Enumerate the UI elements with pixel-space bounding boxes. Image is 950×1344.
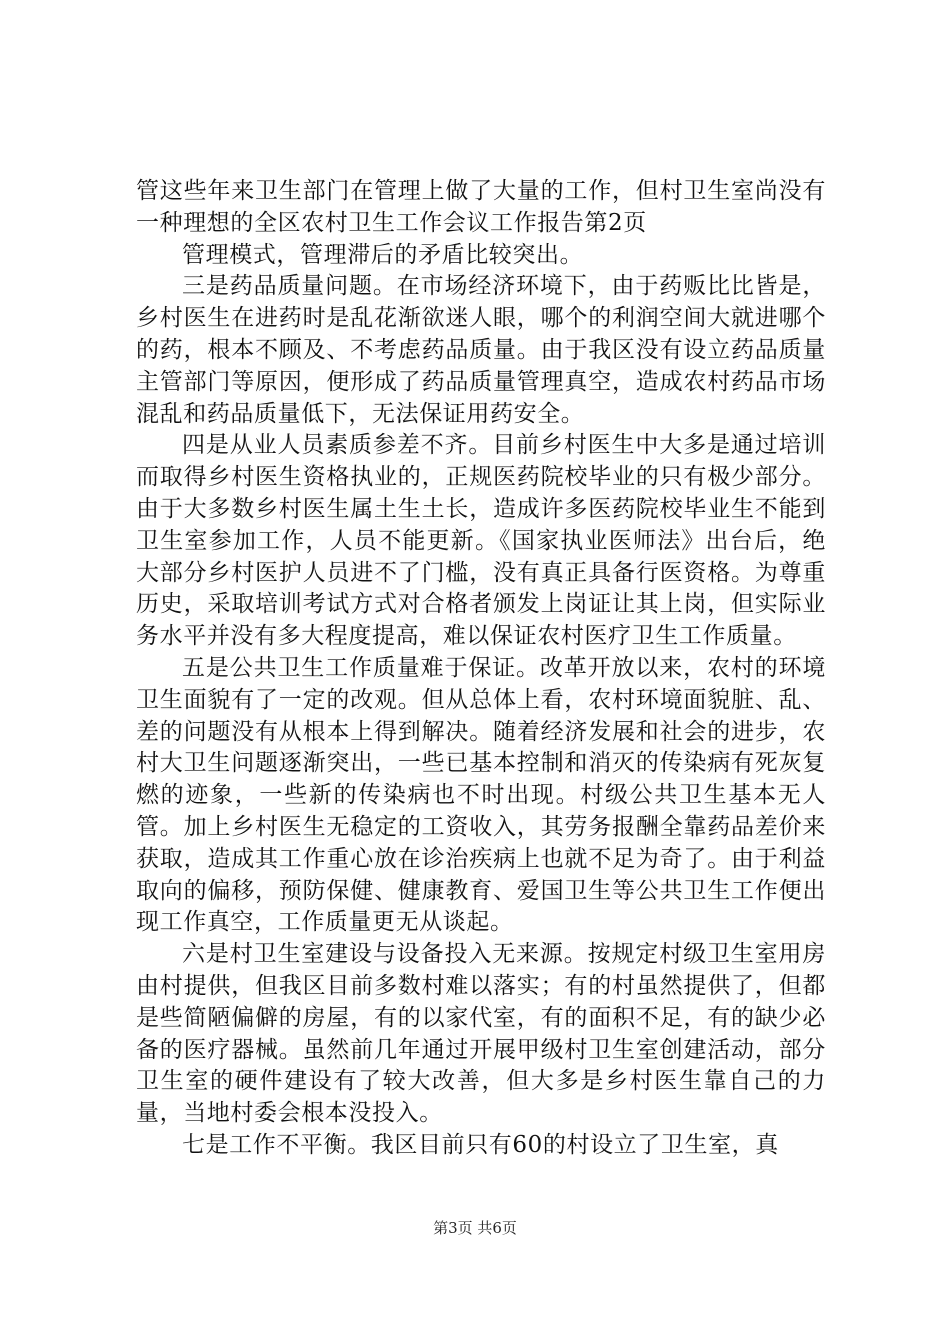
paragraph-management-mode: 管理模式，管理滞后的矛盾比较突出。 — [182, 241, 584, 268]
page-number-footer: 第3页 共6页 — [433, 1219, 517, 1237]
paragraph-work-imbalance: 七是工作不平衡。我区目前只有60的村设立了卫生室，真 — [182, 1131, 779, 1158]
paragraph-public-health: 五是公共卫生工作质量难于保证。改革开放以来，农村的环境卫生面貌有了一定的改观。但从总体上看，农村环境面貌脏、乱、差的问题没有从根本上得到解决。随着经济发展和社会的进步，农村大卫生问题逐渐突出，一些已基本控制和消灭的传染病有死灰复燃的迹象，一些新的传染病也不时出现。村级公共卫生基本无人管。加上乡村医生无稳定的工资收入，其劳务报酬全靠药品差价来获取，造成其工作重心放在诊治疾病上也就不足为奇了。由于利益取向的偏移，预防保健、健康教育、爱国卫生等公共卫生工作便出现工作真空，工作质量更无从谈起。 — [136, 654, 826, 936]
paragraph-drug-quality: 三是药品质量问题。在市场经济环境下，由于药贩比比皆是，乡村医生在进药时是乱花渐欲迷人眼，哪个的利润空间大就进哪个的药，根本不顾及、不考虑药品质量。由于我区没有设立药品质量主管部门等原因，便形成了药品质量管理真空，造成农村药品市场混乱和药品质量低下，无法保证用药安全。 — [136, 273, 826, 427]
paragraph-continued-text: 管这些年来卫生部门在管理上做了大量的工作，但村卫生室尚没有一种理想的全区农村卫生工作会议工作报告第2页 — [136, 178, 826, 236]
paragraph-staff-quality: 四是从业人员素质参差不齐。目前乡村医生中大多是通过培训而取得乡村医生资格执业的，正规医药院校毕业的只有极少部分。由于大多数乡村医生属土生土长，造成许多医药院校毕业生不能到卫生室参加工作，人员不能更新。《国家执业医师法》出台后，绝大部分乡村医护人员进不了门槛，没有真正具备行医资格。为尊重历史，采取培训考试方式对合格者颁发上岗证让其上岗，但实际业务水平并没有多大程度提高，难以保证农村医疗卫生工作质量。 — [136, 432, 826, 650]
paragraph-clinic-construction: 六是村卫生室建设与设备投入无来源。按规定村级卫生室用房由村提供，但我区目前多数村难以落实；有的村虽然提供了，但都是些简陋偏僻的房屋，有的以家代室，有的面积不足，有的缺少必备的医疗器械。虽然前几年通过开展甲级村卫生室创建活动，部分卫生室的硬件建设有了较大改善，但大多是乡村医生靠自己的力量，当地村委会根本没投入。 — [136, 941, 826, 1127]
document-body — [136, 176, 826, 1162]
